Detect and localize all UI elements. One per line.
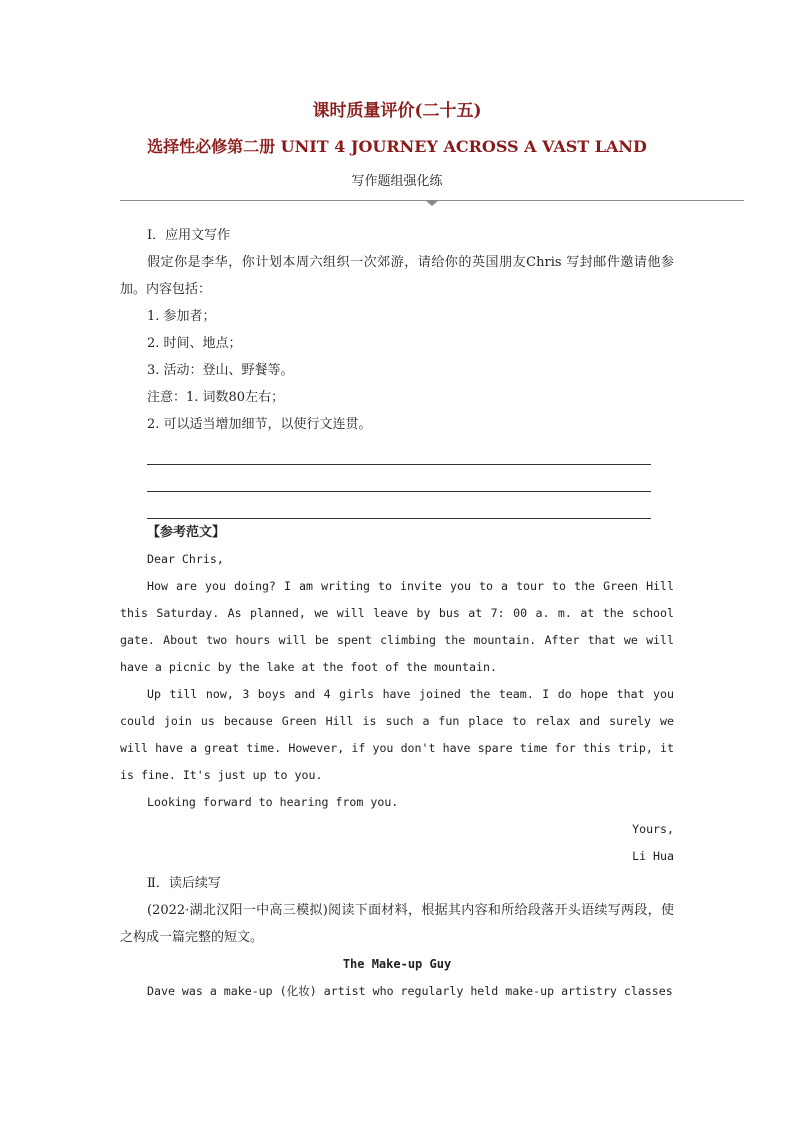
answer-line-2 xyxy=(147,465,651,492)
document-body xyxy=(120,222,674,1005)
essay-paragraph: How are you doing? I am writing to invite you to a tour to the Green Hill this Saturday. As planned, we will leave by bus at 7: 00 a. m. at the school gate. About two hours will be spent climbing the mountain. After that we will have a picnic by the lake at the foot of the mountain. xyxy=(120,579,674,674)
essay-paragraph: Up till now, 3 boys and 4 girls have joined the team. I do hope that you could join us because Green Hill is such a fun place to relax and surely we will have a great time. However, if you don't have spare time for this trip, it is fine. It's just up to you. xyxy=(120,687,674,782)
essay-paragraph: Looking forward to hearing from you. xyxy=(147,795,399,809)
reference-essay xyxy=(120,546,674,816)
reference-label: 【参考范文】 xyxy=(147,525,226,540)
story-start: Dave was a make-up (化妆) artist who regularly held make-up artistry classes xyxy=(147,984,673,998)
story-title: The Make-up Guy xyxy=(342,957,452,971)
essay-signature: Li Hua xyxy=(632,849,674,863)
essay-greeting: Dear Chris, xyxy=(147,552,224,566)
answer-line-1 xyxy=(147,438,651,465)
section1-prompt: 假定你是李华，你计划本周六组织一次郊游，请给你的英国朋友Chris 写封邮件邀请他参加。内容包括： xyxy=(120,255,674,297)
divider-arrow-icon xyxy=(425,200,439,206)
essay-closing: Yours, xyxy=(632,822,674,836)
page-subtitle: 写作题组强化练 xyxy=(351,174,443,189)
answer-line-3 xyxy=(147,492,651,519)
section1-heading: Ⅰ．应用文写作 xyxy=(147,228,231,243)
section1-note-2: 2. 可以适当增加细节，以使行文连贯。 xyxy=(147,417,372,432)
unit-title: 选择性必修第二册 UNIT 4 JOURNEY ACROSS A VAST LAND xyxy=(147,137,647,156)
section1-item-1: 1. 参加者； xyxy=(147,309,216,324)
section1-note-1: 注意：1. 词数80左右； xyxy=(147,390,285,405)
section1-item-3: 3. 活动：登山、野餐等。 xyxy=(147,363,294,378)
section2-heading: Ⅱ．读后续写 xyxy=(147,876,221,891)
section2-instruction: (2022·湖北汉阳一中高三模拟)阅读下面材料，根据其内容和所给段落开头语续写两段，使之构成一篇完整的短文。 xyxy=(120,903,674,945)
section1-item-2: 2. 时间、地点； xyxy=(147,336,242,351)
page-title: 课时质量评价(二十五) xyxy=(312,101,482,121)
